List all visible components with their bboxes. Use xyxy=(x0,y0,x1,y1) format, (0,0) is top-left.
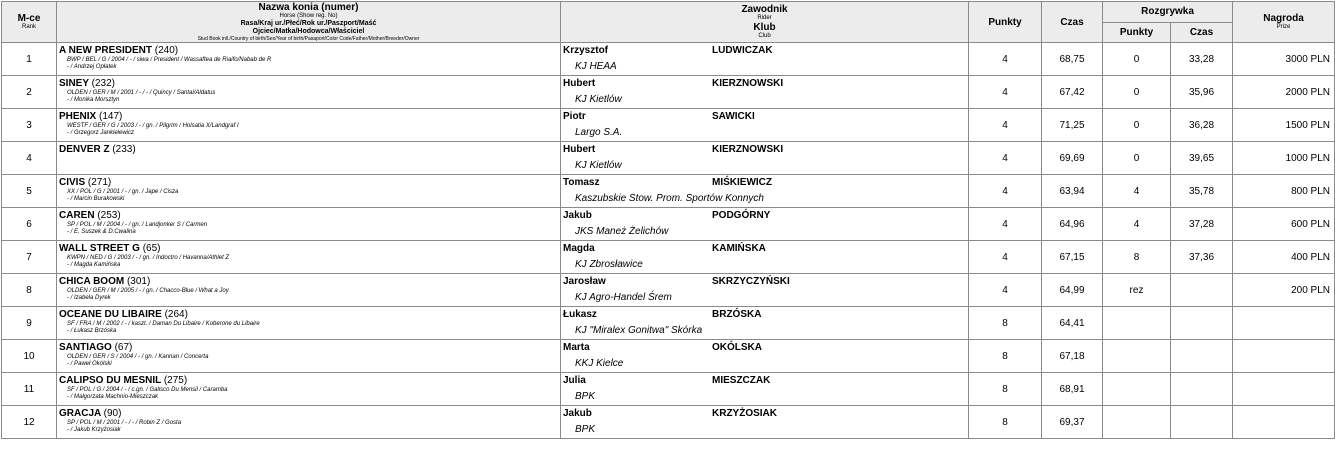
jumpoff-points-cell: 8 xyxy=(1103,241,1171,274)
club-name: KJ Zbrosławice xyxy=(575,259,643,270)
time-cell: 67,18 xyxy=(1042,340,1103,373)
rider-first-name: Jarosław xyxy=(563,276,606,287)
rider-cell xyxy=(561,175,969,208)
horse-number: (65) xyxy=(142,243,161,254)
horse-owner: - / Andrzej Opłatek xyxy=(67,64,117,70)
time-cell: 71,25 xyxy=(1042,109,1103,142)
horse-name: GRACJA xyxy=(59,408,101,419)
points-cell: 4 xyxy=(969,142,1042,175)
table-row xyxy=(2,373,1335,406)
rank-cell: 4 xyxy=(2,142,57,175)
horse-number: (90) xyxy=(103,408,122,419)
time-cell: 64,99 xyxy=(1042,274,1103,307)
horse-name: OCEANE DU LIBAIRE xyxy=(59,309,162,320)
horse-owner: - / Magda Kamińska xyxy=(67,262,121,268)
horse-cell xyxy=(57,406,561,439)
rider-last-name: MIESZCZAK xyxy=(712,375,771,386)
header-jumpoff: Rozgrywka xyxy=(1103,2,1233,23)
jumpoff-points-cell xyxy=(1103,373,1171,406)
header-horse: Nazwa konia (numer) Horse (Show reg. No) Rasa/Kraj ur./Płeć/Rok ur./Paszport/Maść Ojciec/Matka/Hodowca/Właściciel Stud Book inll./Country of birth/Sex/Year of birth/Pasaport/Color Code/Father/Mother/Breeder/Owner xyxy=(57,2,561,43)
jumpoff-time-cell: 39,65 xyxy=(1171,142,1233,175)
horse-name: WALL STREET G xyxy=(59,243,140,254)
horse-number: (264) xyxy=(164,309,188,320)
rider-last-name: KAMIŃSKA xyxy=(712,243,766,254)
horse-info: SP / POL / M / 2001 / - / - / Robin Z / Gosta xyxy=(67,420,182,426)
horse-number: (301) xyxy=(126,276,151,287)
time-cell: 69,37 xyxy=(1042,406,1103,439)
club-name: KKJ Kielce xyxy=(575,358,624,369)
horse-owner: - / Łukasz Brzóska xyxy=(67,328,117,334)
horse-owner: - / Małgorzata Machnio-Mieszczak xyxy=(67,394,159,400)
table-row xyxy=(2,241,1335,274)
rank-cell: 5 xyxy=(2,175,57,208)
table-row xyxy=(2,142,1335,175)
horse-cell xyxy=(57,307,561,340)
club-name: BPK xyxy=(575,391,596,402)
horse-cell xyxy=(57,76,561,109)
club-name: KJ Kietlów xyxy=(575,94,622,105)
horse-name: CHICA BOOM xyxy=(59,276,125,287)
horse-name: A NEW PRESIDENT xyxy=(59,45,152,56)
points-cell: 8 xyxy=(969,373,1042,406)
time-cell: 67,15 xyxy=(1042,241,1103,274)
horse-owner: - / Jakub Krzyżosiak xyxy=(67,427,121,433)
jumpoff-points-cell xyxy=(1103,406,1171,439)
rider-cell xyxy=(561,109,969,142)
club-name: KJ HEAA xyxy=(575,61,617,72)
prize-cell xyxy=(1233,340,1335,373)
rider-last-name: MIŚKIEWICZ xyxy=(712,177,772,188)
horse-cell xyxy=(57,175,561,208)
horse-cell xyxy=(57,274,561,307)
jumpoff-points-cell xyxy=(1103,340,1171,373)
horse-number: (271) xyxy=(87,177,112,188)
horse-info: BWP / BEL / G / 2004 / - / siwa / President / Wassaftea de Riaifo/Nabab de R xyxy=(67,57,272,63)
header-rank: M-ce Rank xyxy=(2,2,57,43)
points-cell: 4 xyxy=(969,208,1042,241)
time-cell: 64,41 xyxy=(1042,307,1103,340)
horse-number: (232) xyxy=(91,78,115,89)
prize-cell: 1500 PLN xyxy=(1233,109,1335,142)
table-row xyxy=(2,43,1335,76)
jumpoff-points-cell xyxy=(1103,307,1171,340)
club-name: Kaszubskie Stow. Prom. Sportów Konnych xyxy=(575,193,764,204)
jumpoff-points-cell: 4 xyxy=(1103,175,1171,208)
horse-owner: - / Monika Morsztyn xyxy=(67,97,120,103)
points-cell: 8 xyxy=(969,406,1042,439)
horse-owner: - / Grzegorz Jankielewicz xyxy=(67,130,135,136)
prize-cell xyxy=(1233,307,1335,340)
rider-last-name: KIERZNOWSKI xyxy=(712,78,784,89)
time-cell: 68,91 xyxy=(1042,373,1103,406)
points-cell: 8 xyxy=(969,307,1042,340)
rider-first-name: Julia xyxy=(563,375,586,386)
jumpoff-points-cell: 0 xyxy=(1103,76,1171,109)
horse-name: PHENIX xyxy=(59,111,97,122)
header-jumpoff-points: Punkty xyxy=(1103,22,1171,43)
rank-cell: 3 xyxy=(2,109,57,142)
horse-name: CALIPSO DU MESNIL xyxy=(59,375,162,386)
jumpoff-time-cell: 36,28 xyxy=(1171,109,1233,142)
rider-cell xyxy=(561,208,969,241)
rider-last-name: SKRZYCZYŃSKI xyxy=(712,276,790,287)
horse-cell xyxy=(57,208,561,241)
rider-first-name: Hubert xyxy=(563,78,596,89)
rider-cell xyxy=(561,142,969,175)
rider-last-name: BRZÓSKA xyxy=(712,309,762,320)
rider-cell xyxy=(561,274,969,307)
rider-cell xyxy=(561,340,969,373)
rider-first-name: Marta xyxy=(563,342,590,353)
table-row xyxy=(2,406,1335,439)
rider-last-name: KRZYŻOSIAK xyxy=(712,408,777,419)
jumpoff-points-cell: 0 xyxy=(1103,142,1171,175)
table-row xyxy=(2,307,1335,340)
rider-last-name: PODGÓRNY xyxy=(712,210,771,221)
horse-info: SF / FRA / M / 2002 / - / kaszt. / Daman Du Libaire / Koberone du Libaire xyxy=(67,321,260,327)
rider-first-name: Jakub xyxy=(563,210,592,221)
horse-cell xyxy=(57,142,561,175)
club-name: KJ Kietlów xyxy=(575,160,622,171)
rider-cell xyxy=(561,241,969,274)
club-name: Largo S.A. xyxy=(575,127,623,138)
rider-first-name: Piotr xyxy=(563,111,586,122)
horse-number: (67) xyxy=(114,342,133,353)
prize-cell: 600 PLN xyxy=(1233,208,1335,241)
rank-cell: 9 xyxy=(2,307,57,340)
horse-info: OLDEN / GER / S / 2004 / - / gn. / Kannan / Concerta xyxy=(67,354,209,360)
horse-info: OLDEN / GER / M / 2005 / - / gn. / Chacco-Blue / What a Joy xyxy=(67,288,229,294)
header-jumpoff-time: Czas xyxy=(1171,22,1233,43)
jumpoff-time-cell: 37,28 xyxy=(1171,208,1233,241)
rider-last-name: KIERZNOWSKI xyxy=(712,144,784,155)
rank-cell: 2 xyxy=(2,76,57,109)
horse-info: XX / POL / G / 2001 / - / gn. / Jape / Cisza xyxy=(67,189,179,195)
club-name: BPK xyxy=(575,424,596,435)
horse-number: (240) xyxy=(154,45,179,56)
rider-first-name: Krzysztof xyxy=(563,45,609,56)
rider-last-name: OKÓLSKA xyxy=(712,342,762,353)
rider-cell xyxy=(561,43,969,76)
points-cell: 4 xyxy=(969,43,1042,76)
prize-cell: 2000 PLN xyxy=(1233,76,1335,109)
rider-last-name: SAWICKI xyxy=(712,111,755,122)
jumpoff-points-cell: 4 xyxy=(1103,208,1171,241)
prize-cell: 800 PLN xyxy=(1233,175,1335,208)
table-row xyxy=(2,175,1335,208)
horse-cell xyxy=(57,109,561,142)
prize-cell: 1000 PLN xyxy=(1233,142,1335,175)
rank-cell: 10 xyxy=(2,340,57,373)
horse-name: SINEY xyxy=(59,78,89,89)
rider-first-name: Tomasz xyxy=(563,177,600,188)
horse-owner: - / Marcin Burakowski xyxy=(67,196,125,202)
rider-cell xyxy=(561,373,969,406)
jumpoff-time-cell: 35,78 xyxy=(1171,175,1233,208)
horse-number: (275) xyxy=(163,375,188,386)
jumpoff-points-cell: 0 xyxy=(1103,43,1171,76)
jumpoff-time-cell: 33,28 xyxy=(1171,43,1233,76)
header-prize: Nagroda Prize xyxy=(1233,2,1335,43)
prize-cell: 400 PLN xyxy=(1233,241,1335,274)
table-row xyxy=(2,76,1335,109)
header-time: Czas xyxy=(1042,2,1103,43)
prize-cell: 200 PLN xyxy=(1233,274,1335,307)
rider-first-name: Magda xyxy=(563,243,595,254)
horse-name: DENVER Z xyxy=(59,144,110,155)
jumpoff-time-cell xyxy=(1171,307,1233,340)
time-cell: 67,42 xyxy=(1042,76,1103,109)
time-cell: 63,94 xyxy=(1042,175,1103,208)
jumpoff-time-cell: 35,96 xyxy=(1171,76,1233,109)
horse-info: SP / POL / M / 2004 / - / gn. / Landjonker S / Carmen xyxy=(67,222,208,228)
points-cell: 4 xyxy=(969,241,1042,274)
points-cell: 8 xyxy=(969,340,1042,373)
horse-info: WESTF / GER / G / 2003 / - / gn. / Pilgrim / Holsatia X/Landgraf I xyxy=(67,123,239,129)
results-table xyxy=(1,1,1335,439)
jumpoff-time-cell xyxy=(1171,373,1233,406)
rank-cell: 11 xyxy=(2,373,57,406)
horse-cell xyxy=(57,43,561,76)
table-row xyxy=(2,109,1335,142)
prize-cell: 3000 PLN xyxy=(1233,43,1335,76)
time-cell: 64,96 xyxy=(1042,208,1103,241)
horse-name: SANTIAGO xyxy=(59,342,112,353)
rider-first-name: Jakub xyxy=(563,408,592,419)
points-cell: 4 xyxy=(969,274,1042,307)
horse-owner: - / E. Suszek & D.Cwalina xyxy=(67,229,136,235)
rider-last-name: LUDWICZAK xyxy=(712,45,773,56)
club-name: KJ Agro-Handel Śrem xyxy=(575,292,672,303)
horse-cell xyxy=(57,241,561,274)
horse-name: CIVIS xyxy=(59,177,86,188)
rank-cell: 7 xyxy=(2,241,57,274)
jumpoff-points-cell: 0 xyxy=(1103,109,1171,142)
horse-number: (233) xyxy=(112,144,136,155)
horse-info: OLDEN / GER / M / 2001 / - / - / Quincy / Santal/Aldatus xyxy=(67,90,216,96)
horse-number: (253) xyxy=(97,210,121,221)
horse-info: SF / POL / G / 2004 / - / c.gn. / Galisco Du Mensil / Caramba xyxy=(67,387,228,393)
horse-info: KWPN / NED / G / 2003 / - / gn. / Indoctro / Havanna/Athlet Z xyxy=(67,255,230,261)
jumpoff-time-cell xyxy=(1171,340,1233,373)
header-points: Punkty xyxy=(969,2,1042,43)
rank-cell: 8 xyxy=(2,274,57,307)
horse-cell xyxy=(57,373,561,406)
rank-cell: 1 xyxy=(2,43,57,76)
rider-cell xyxy=(561,307,969,340)
prize-cell xyxy=(1233,406,1335,439)
horse-number: (147) xyxy=(99,111,123,122)
rider-first-name: Hubert xyxy=(563,144,596,155)
rider-first-name: Łukasz xyxy=(563,309,597,320)
horse-name: CAREN xyxy=(59,210,95,221)
horse-cell xyxy=(57,340,561,373)
points-cell: 4 xyxy=(969,175,1042,208)
jumpoff-points-cell: rez xyxy=(1103,274,1171,307)
points-cell: 4 xyxy=(969,76,1042,109)
time-cell: 69,69 xyxy=(1042,142,1103,175)
prize-cell xyxy=(1233,373,1335,406)
horse-owner: - / Izabela Dyrek xyxy=(67,295,111,301)
rider-cell xyxy=(561,406,969,439)
jumpoff-time-cell: 37,36 xyxy=(1171,241,1233,274)
table-row xyxy=(2,208,1335,241)
horse-owner: - / Paweł Okólski xyxy=(67,361,112,367)
header-rider: Zawodnik Rider Klub Club xyxy=(561,2,969,43)
rider-cell xyxy=(561,76,969,109)
club-name: JKS Maneż Żelichów xyxy=(575,226,669,237)
time-cell: 68,75 xyxy=(1042,43,1103,76)
rank-cell: 12 xyxy=(2,406,57,439)
rank-cell: 6 xyxy=(2,208,57,241)
table-row xyxy=(2,340,1335,373)
club-name: KJ "Miralex Gonitwa" Skórka xyxy=(575,325,703,336)
jumpoff-time-cell xyxy=(1171,406,1233,439)
points-cell: 4 xyxy=(969,109,1042,142)
jumpoff-time-cell xyxy=(1171,274,1233,307)
table-row xyxy=(2,274,1335,307)
